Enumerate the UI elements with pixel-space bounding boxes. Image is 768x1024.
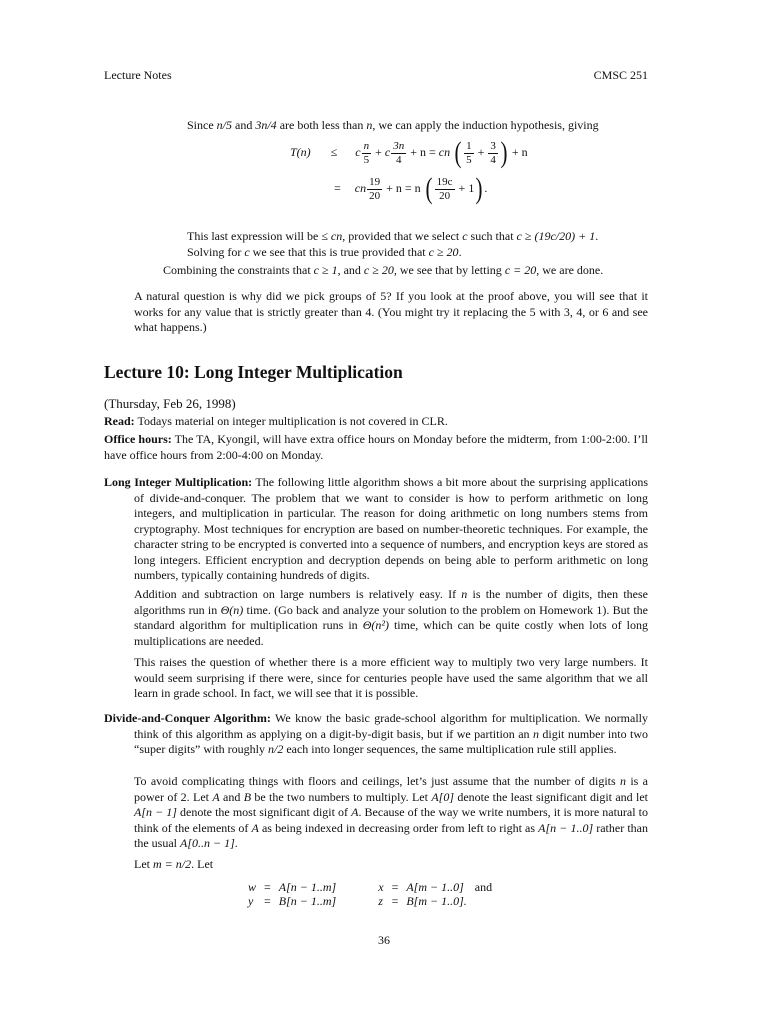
left-paren: ( — [425, 172, 433, 205]
header-left: Lecture Notes — [104, 68, 172, 82]
running-header — [104, 68, 648, 84]
fraction: $\frac{n}{5}$ — [363, 139, 370, 166]
combining-line: Combining the constraints that c ≥ 1, and c ≥ 20, we see that by letting c = 20, we are done. — [163, 263, 604, 277]
fraction: $\frac{19c}{20}$ — [436, 175, 453, 202]
equation-line-2: = cn $\frac{19}{20}$ + n = n ( $\frac{19c}{20}$ + 1) . — [334, 172, 488, 205]
page-number: 36 — [378, 933, 390, 947]
read-line: Read: Todays material on integer multiplication is not covered in CLR. — [104, 414, 448, 428]
fraction: $\frac{19}{20}$ — [369, 175, 381, 202]
header-right: CMSC 251 — [593, 68, 648, 82]
divide-and-conquer-paragraph: Divide-and-Conquer Algorithm: We know the basic grade-school algorithm for multiplication. We normally think of this algorithm as applying on a digit-by-digit basis, but if we partition an n digit number into two “super digits” with roughly n/2 each into longer sequences, the same multiplication rule still applies. — [104, 711, 648, 756]
addition-subtraction-paragraph: Addition and subtraction on large numbers is relatively easy. If n is the number of digits, then these algorithms run in Θ(n) time. (Go back and analyze your solution to the problem on Homework 1). But the standard algorithm for multiplication runs in Θ(n²) time, which can be quite costly when lots of long multiplications are needed. — [134, 587, 648, 648]
fraction: $\frac{3}{4}$ — [490, 139, 496, 166]
right-paren: ) — [500, 136, 508, 169]
definition-row: y = B[n − 1..m] z = B[m − 1..0]. — [248, 894, 467, 908]
lecture-title: Lecture 10: Long Integer Multiplication — [104, 362, 403, 382]
power-of-two-paragraph: To avoid complicating things with floors and ceilings, let’s just assume that the number of digits n is a power of 2. Let A and B be the two numbers to multiply. Let A[0] denote the least significant digit and let A[n − 1] denote the most significant digit of A. Because of the way we write numbers, it is more natural to think of the elements of A as being indexed in decreasing order from left to right as A[n − 1..0] rather than the usual A[0..n − 1]. — [134, 774, 648, 850]
equation-line-1: T(n) ≤ c $\frac{n}{5}$ + c $\frac{3n}{4}$ + n = cn ( $\frac{1}{5}$ + $\frac{3}{4}$ ) + n — [290, 136, 528, 169]
right-paren: ) — [475, 172, 483, 205]
definition-row: w = A[n − 1..m] x = A[m − 1..0] and — [248, 880, 493, 894]
fraction: $\frac{3n}{4}$ — [393, 139, 405, 166]
after-equation-line-2: Solving for c we see that this is true provided that c ≥ 20. — [187, 245, 462, 259]
natural-question-paragraph: A natural question is why did we pick groups of 5? If you look at the proof above, you will see that it works for any value that is strictly greater than 4. (You might try it replacing the 5 with 3, 4, or 6 and see what happens.) — [134, 289, 648, 334]
after-equation-line-1: This last expression will be ≤ cn, provided that we select c such that c ≥ (19c/20) + 1. — [187, 229, 599, 243]
lecture-date: (Thursday, Feb 26, 1998) — [104, 396, 236, 411]
office-hours-paragraph: Office hours: The TA, Kyongil, will have extra office hours on Monday before the midterm, from 1:00-2:00. I’ll have office hours from 2:00-4:00 on Monday. — [104, 432, 649, 462]
fraction: $\frac{1}{5}$ — [466, 139, 472, 166]
left-paren: ( — [454, 136, 462, 169]
definitions-table — [244, 880, 496, 908]
efficient-way-paragraph: This raises the question of whether there is a more efficient way to multiply two very large numbers. It would seem surprising if there were, since for centuries people have used the same algorithm that we all learn in grade school. In fact, we will see that it is possible. — [134, 655, 648, 700]
long-integer-multiplication-paragraph: Long Integer Multiplication: The following little algorithm shows a bit more about the surprising applications of divide-and-conquer. The problem that we want to consider is how to perform arithmetic on long integers, and multiplication in particular. The reason for doing arithmetic on long numbers stems from cryptography. Most techniques for encryption are based on number-theoretic techniques. For example, the character string to be encrypted is converted into a sequence of numbers, and encryption keys are stored as long integers. Efficient encryption and decryption depends on being able to perform arithmetic on long numbers, typically containing hundreds of digits. — [104, 475, 648, 582]
let-m-line: Let m = n/2. Let — [134, 857, 214, 871]
intro-line: Since n/5 and 3n/4 are both less than n, we can apply the induction hypothesis, giving — [187, 118, 599, 132]
